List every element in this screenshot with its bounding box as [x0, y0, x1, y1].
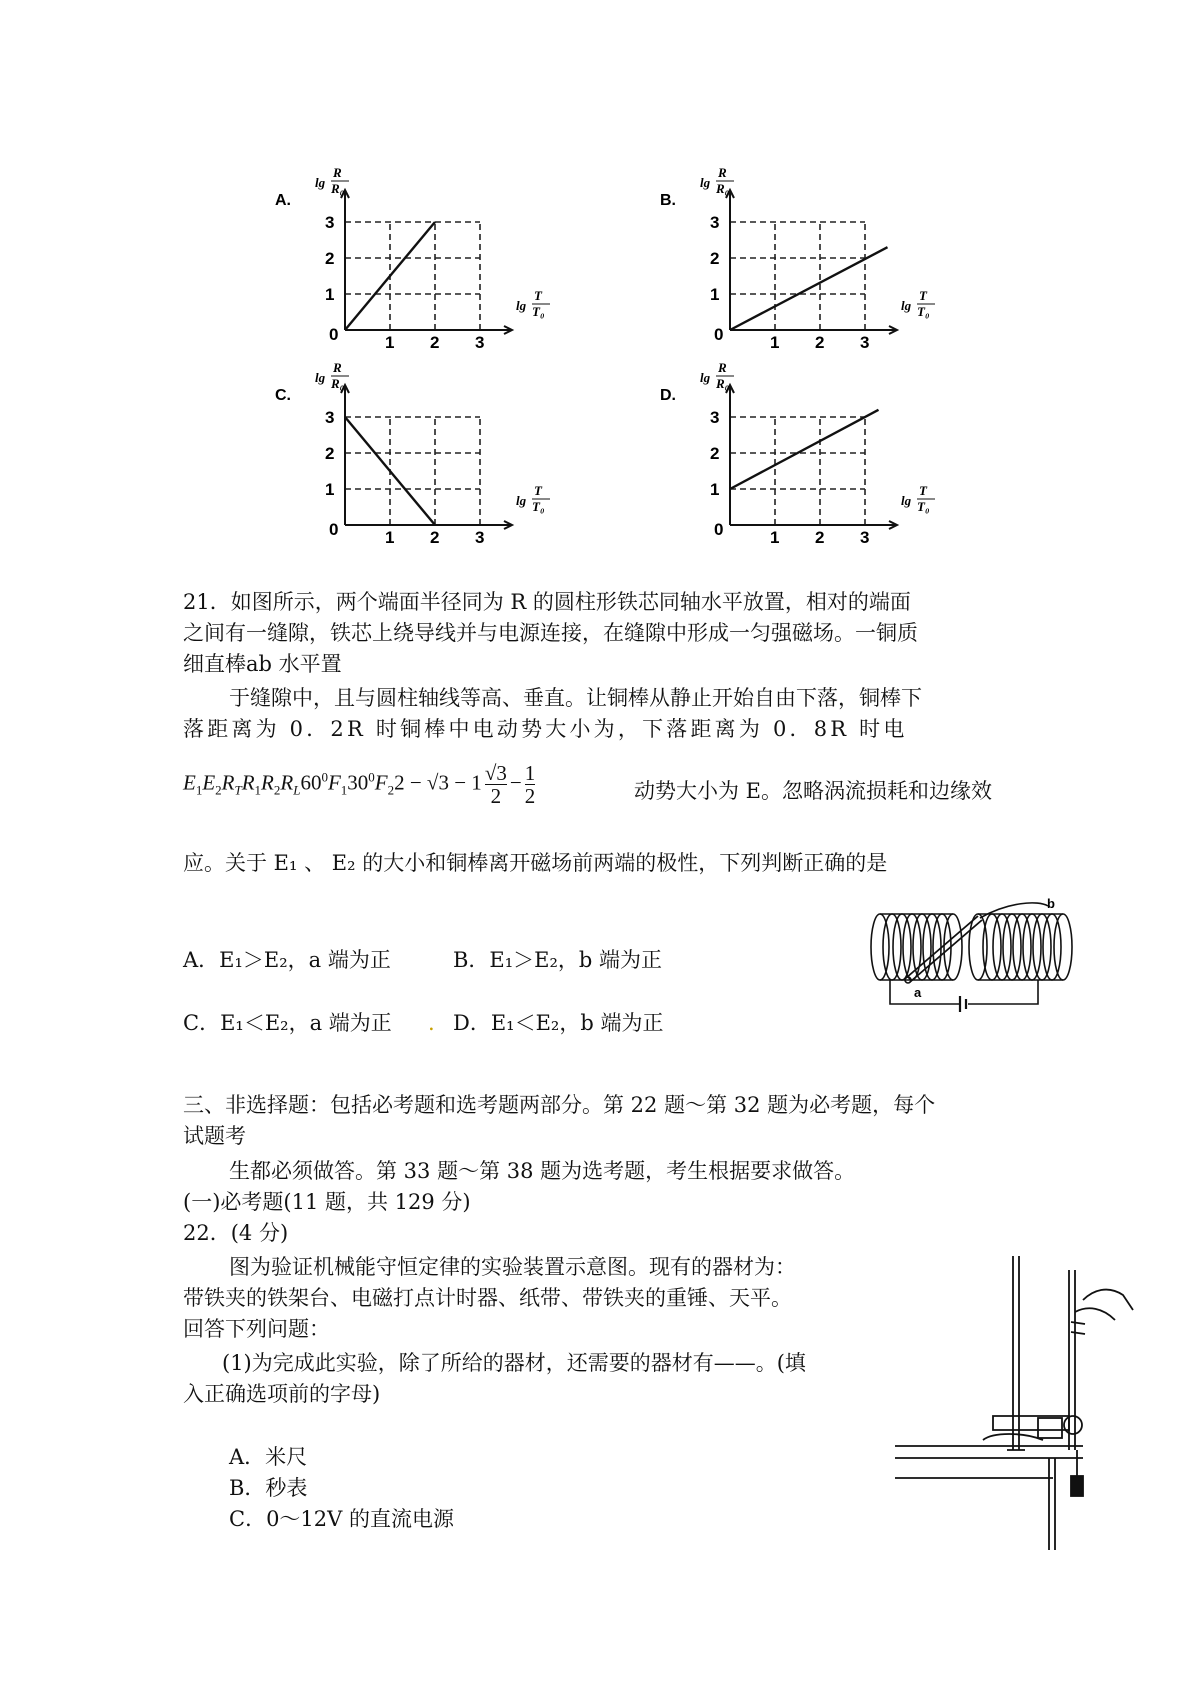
x-label-denominator: T₀: [917, 304, 930, 319]
x-tick-label: 2: [815, 528, 825, 547]
x-tick-label: 2: [815, 333, 825, 352]
y-label-prefix: lg: [315, 175, 326, 190]
q21-line-2: 之间有一缝隙，铁芯上绕导线并与电源连接，在缝隙中形成一匀强磁场。一铜质: [183, 621, 918, 645]
y-label-prefix: lg: [700, 370, 711, 385]
x-label-numerator: T: [919, 483, 927, 498]
y-label-numerator: R: [718, 165, 727, 180]
option-letter: C.: [275, 387, 291, 404]
y-tick-label: 3: [325, 408, 335, 427]
option-letter: D.: [660, 387, 676, 404]
x-label-prefix: lg: [901, 298, 912, 313]
graph-c: [275, 360, 565, 550]
q21-line-6-tail: 动势大小为 E。忽略涡流损耗和边缘效: [634, 779, 993, 803]
q22-line-2: 带铁夹的铁架台、电磁打点计时器、纸带、带铁夹的重锤、天平。: [183, 1286, 792, 1310]
q21-option-c: C．E₁＜E₂，a 端为正: [183, 1011, 392, 1035]
y-tick-label: 2: [325, 249, 335, 268]
x-tick-label: 3: [475, 333, 485, 352]
apparatus-figure: [893, 1250, 1143, 1560]
q21-dot: .: [428, 1011, 435, 1035]
y-axis: [341, 190, 349, 330]
x-label-prefix: lg: [516, 298, 527, 313]
y-label-numerator: R: [333, 165, 342, 180]
y-label-denominator: R₀: [716, 376, 730, 391]
y-tick-label: 1: [710, 480, 720, 499]
origin-label: 0: [714, 325, 724, 344]
q22-option-b: B．秒表: [229, 1476, 308, 1500]
y-tick-label: 1: [325, 480, 335, 499]
q21-line-3: 细直棒ab 水平置: [183, 652, 342, 676]
y-tick-label: 3: [710, 213, 720, 232]
coil-figure: [868, 898, 1088, 1018]
x-label-denominator: T₀: [917, 499, 930, 514]
y-label-numerator: R: [718, 360, 727, 375]
x-tick-label: 3: [860, 333, 870, 352]
x-tick-label: 2: [430, 528, 440, 547]
q21-option-d: D．E₁＜E₂，b 端为正: [453, 1011, 664, 1035]
q22-line-5: 入正确选项前的字母): [183, 1382, 381, 1406]
x-label-denominator: T₀: [532, 499, 545, 514]
x-label-numerator: T: [919, 288, 927, 303]
graph-b: [660, 165, 950, 355]
y-label-denominator: R₀: [331, 376, 345, 391]
x-tick-label: 1: [770, 528, 780, 547]
x-axis: [345, 521, 512, 529]
section3-line-2: 试题考: [183, 1124, 246, 1148]
q22-head: 22．(4 分): [183, 1221, 289, 1245]
y-axis: [726, 385, 734, 525]
origin-label: 0: [329, 325, 339, 344]
graph-d: [660, 360, 950, 550]
y-tick-label: 2: [325, 444, 335, 463]
y-tick-label: 3: [710, 408, 720, 427]
section3-line-3: 生都必须做答。第 33 题～第 38 题为选考题，考生根据要求做答。: [229, 1159, 856, 1183]
q22-option-a: A．米尺: [229, 1445, 308, 1469]
x-label-prefix: lg: [901, 493, 912, 508]
coil-label-a: a: [914, 985, 922, 1000]
x-tick-label: 1: [385, 333, 395, 352]
y-label-prefix: lg: [700, 175, 711, 190]
y-label-numerator: R: [333, 360, 342, 375]
x-axis: [345, 326, 512, 334]
y-label-denominator: R₀: [331, 181, 345, 196]
y-axis: [341, 385, 349, 525]
y-label-denominator: R₀: [716, 181, 730, 196]
x-label-denominator: T₀: [532, 304, 545, 319]
q22-line-4: (1)为完成此实验，除了所给的器材，还需要的器材有——。(填: [222, 1351, 806, 1375]
x-axis: [730, 521, 897, 529]
section3-line-4: (一)必考题(11 题，共 129 分): [183, 1190, 471, 1214]
q22-line-1: 图为验证机械能守恒定律的实验装置示意图。现有的器材为：: [229, 1255, 796, 1279]
origin-label: 0: [714, 520, 724, 539]
q22-line-3: 回答下列问题：: [183, 1317, 330, 1341]
q21-line-4: 于缝隙中，且与圆柱轴线等高、垂直。让铜棒从静止开始自由下落，铜棒下: [229, 686, 922, 710]
y-tick-label: 3: [325, 213, 335, 232]
x-label-prefix: lg: [516, 493, 527, 508]
x-tick-label: 3: [475, 528, 485, 547]
y-tick-label: 2: [710, 249, 720, 268]
x-axis: [730, 326, 897, 334]
x-label-numerator: T: [534, 288, 542, 303]
y-tick-label: 2: [710, 444, 720, 463]
section3-line-1: 三、非选择题：包括必考题和选考题两部分。第 22 题～第 32 题为必考题，每个: [183, 1093, 936, 1117]
q22-option-c: C．0～12V 的直流电源: [229, 1507, 454, 1531]
option-letter: B.: [660, 192, 676, 209]
q21-garbled-formula: $E_1E_2R_TR_1R_2R_L60^0F_130^0F_22 - √3 - 1$ $\frac{√3}{2}$ − $\frac{1}{2}$: [183, 761, 536, 808]
x-label-numerator: T: [534, 483, 542, 498]
y-tick-label: 1: [710, 285, 720, 304]
y-label-prefix: lg: [315, 370, 326, 385]
graph-line: [730, 247, 888, 330]
origin-label: 0: [329, 520, 339, 539]
x-tick-label: 1: [770, 333, 780, 352]
graph-a: [275, 165, 565, 355]
option-letter: A.: [275, 192, 291, 209]
q21-option-b: B．E₁＞E₂，b 端为正: [453, 948, 663, 972]
y-axis: [726, 190, 734, 330]
x-tick-label: 2: [430, 333, 440, 352]
q21-line-5: 落距离为 0．2R 时铜棒中电动势大小为，下落距离为 0．8R 时电: [183, 717, 908, 741]
x-tick-label: 3: [860, 528, 870, 547]
q21-line-1: 21．如图所示，两个端面半径同为 R 的圆柱形铁芯同轴水平放置，相对的端面: [183, 590, 911, 614]
y-tick-label: 1: [325, 285, 335, 304]
q21-line-7: 应。关于 E₁ 、 E₂ 的大小和铜棒离开磁场前两端的极性，下列判断正确的是: [183, 851, 888, 875]
q21-option-a: A．E₁＞E₂，a 端为正: [183, 948, 391, 972]
x-tick-label: 1: [385, 528, 395, 547]
graph-line: [730, 410, 879, 489]
coil-label-b: b: [1047, 896, 1055, 911]
